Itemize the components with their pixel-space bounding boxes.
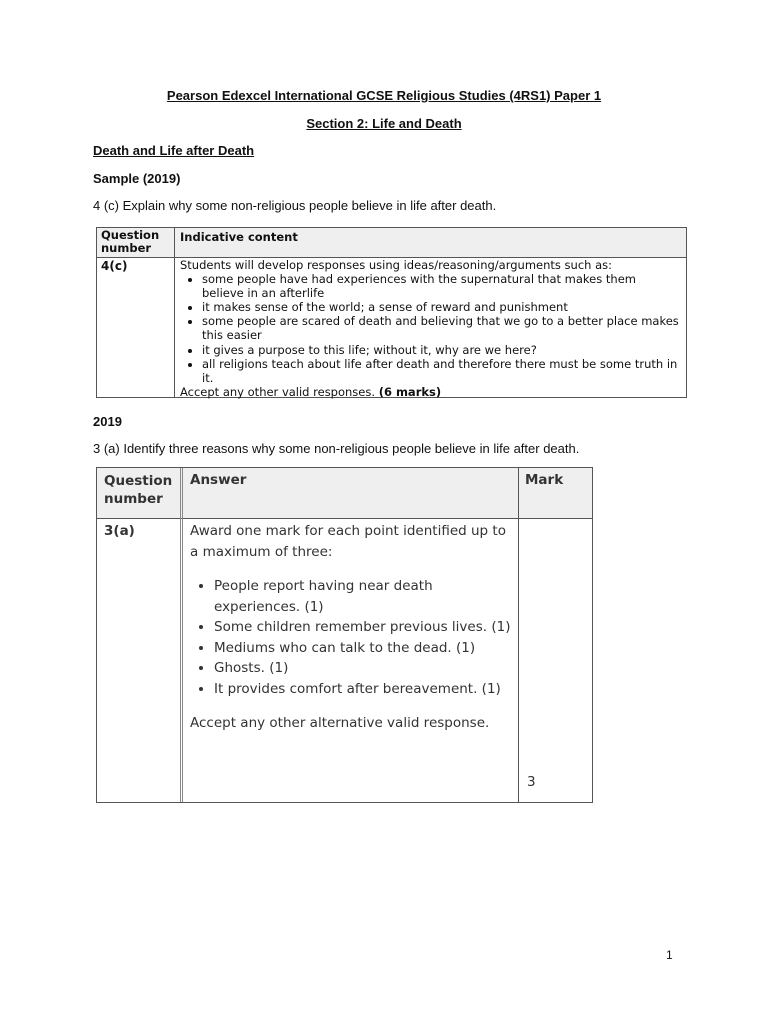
indicative-content-cell [180,258,680,399]
list-item: • it gives a purpose to this life; without it, why are we here? [202,343,680,357]
answer-intro: Award one mark for each point identified up to a maximum of three: [190,523,506,560]
mark-cell: 3 [527,774,536,790]
list-item: • Ghosts. (1) [214,658,512,679]
mark-scheme-table [96,467,593,803]
question-number-cell: 4(c) [101,259,128,273]
header-question-number: Question number [101,228,160,255]
sample-heading: Sample (2019) [93,171,181,186]
header-indicative-content: Indicative content [180,230,298,244]
closing-text: Accept any other valid responses. [180,384,376,399]
list-item: • some people are scared of death and believing that we go to a better place makes this easier [202,314,680,342]
header-answer: Answer [190,472,247,488]
column-divider [518,468,519,802]
answer-cell [190,521,512,734]
question-text: 4 (c) Explain why some non-religious people believe in life after death. [93,198,497,213]
list-item: • People report having near death experiences. (1) [214,576,512,617]
header-mark: Mark [525,472,564,488]
list-item: • all religions teach about life after death and therefore there must be some truth in it. [202,357,680,385]
list-item: • It provides comfort after bereavement. (1) [214,679,512,700]
page-number: 1 [666,948,673,962]
marks-label: (6 marks) [378,384,442,399]
year-heading: 2019 [93,414,122,429]
page-title: Pearson Edexcel International GCSE Religious Studies (4RS1) Paper 1 [166,88,602,103]
list-item: • Some children remember previous lives. (1) [214,617,512,638]
answer-list [190,576,512,699]
question-number-cell: 3(a) [104,523,135,539]
content-intro: Students will develop responses using ideas/reasoning/arguments such as: [180,258,613,272]
topic-heading: Death and Life after Death [93,143,255,158]
content-closing [180,385,680,399]
header-question-number: Question number [104,473,173,507]
list-item: • some people have had experiences with the supernatural that makes them believe in an afterlife [202,272,680,300]
list-item: • Mediums who can talk to the dead. (1) [214,638,512,659]
indicative-content-table [96,227,687,398]
column-divider [174,228,175,397]
column-divider [180,468,183,802]
answer-closing: Accept any other alternative valid response. [190,715,490,731]
list-item: • it makes sense of the world; a sense of reward and punishment [202,300,680,314]
question-text: 3 (a) Identify three reasons why some non-religious people believe in life after death. [93,441,580,456]
section-title: Section 2: Life and Death [306,116,462,131]
content-list [180,272,680,385]
